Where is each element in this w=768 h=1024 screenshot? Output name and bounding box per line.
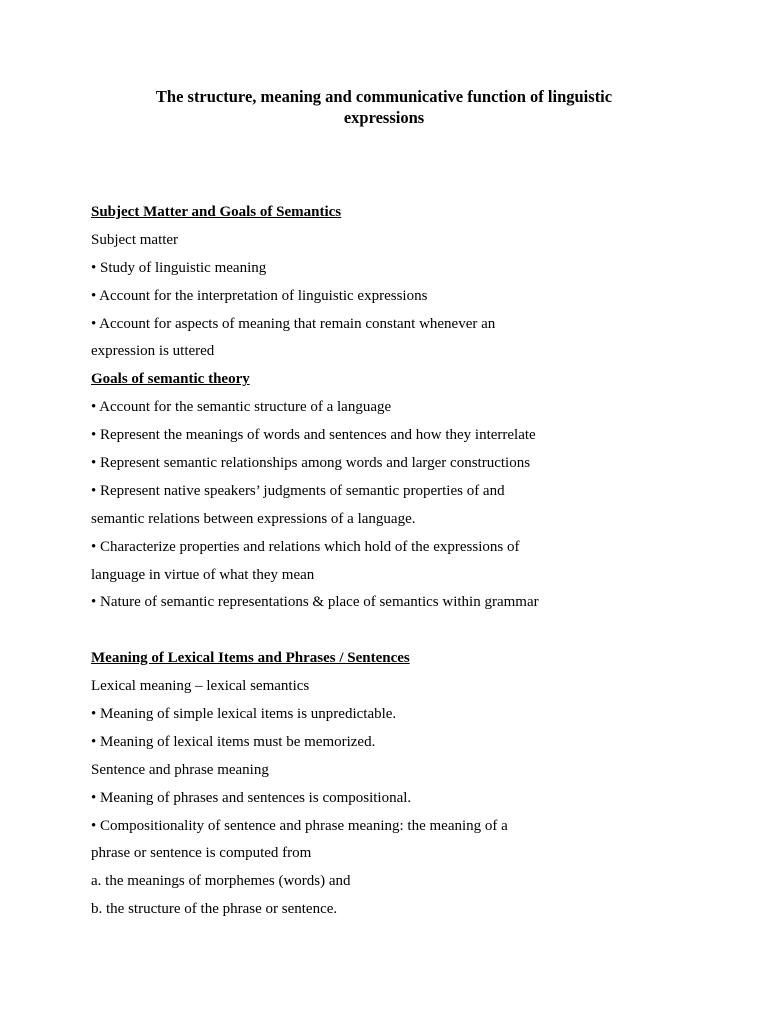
text-line: Subject matter — [91, 231, 179, 248]
bullet-line: • Represent the meanings of words and sentences and how they interrelate — [91, 427, 536, 444]
bullet-line: • Meaning of phrases and sentences is compositional. — [91, 789, 412, 806]
section-heading-subject-matter-goals: Subject Matter and Goals of Semantics — [91, 204, 342, 220]
bullet-line: • Characterize properties and relations which hold of the expressions of — [91, 538, 520, 555]
bullet-line: • Nature of semantic representations & place of semantics within grammar — [91, 594, 539, 611]
text-line: expression is uttered — [91, 343, 215, 360]
bullet-line: • Account for the interpretation of linguistic expressions — [91, 287, 428, 304]
text-line: Lexical meaning – lexical semantics — [91, 678, 310, 695]
bullet-line: • Meaning of lexical items must be memorized. — [91, 733, 376, 750]
document-body — [91, 199, 691, 924]
section-spacer — [91, 617, 691, 645]
bullet-line: • Represent native speakers’ judgments of semantic properties of and — [91, 482, 505, 499]
bullet-line: • Account for aspects of meaning that remain constant whenever an — [91, 315, 496, 332]
bullet-line: • Meaning of simple lexical items is unpredictable. — [91, 706, 397, 723]
text-line: semantic relations between expressions of a language. — [91, 510, 416, 527]
section-heading-lexical-meaning: Meaning of Lexical Items and Phrases / Sentences — [91, 650, 410, 667]
section-heading-goals-semantic-theory: Goals of semantic theory — [91, 371, 250, 388]
text-line: phrase or sentence is computed from — [91, 845, 312, 862]
document-title: The structure, meaning and communicative function of linguistic expressions — [155, 87, 613, 127]
bullet-line: • Study of linguistic meaning — [91, 259, 267, 276]
bullet-line: • Compositionality of sentence and phrase meaning: the meaning of a — [91, 817, 508, 834]
list-item: a. the meanings of morphemes (words) and — [91, 873, 351, 890]
bullet-line: • Account for the semantic structure of a language — [91, 399, 392, 416]
bullet-line: • Represent semantic relationships among words and larger constructions — [91, 455, 531, 472]
list-item: b. the structure of the phrase or sentence. — [91, 901, 338, 918]
text-line: language in virtue of what they mean — [91, 566, 315, 583]
text-line: Sentence and phrase meaning — [91, 761, 269, 778]
